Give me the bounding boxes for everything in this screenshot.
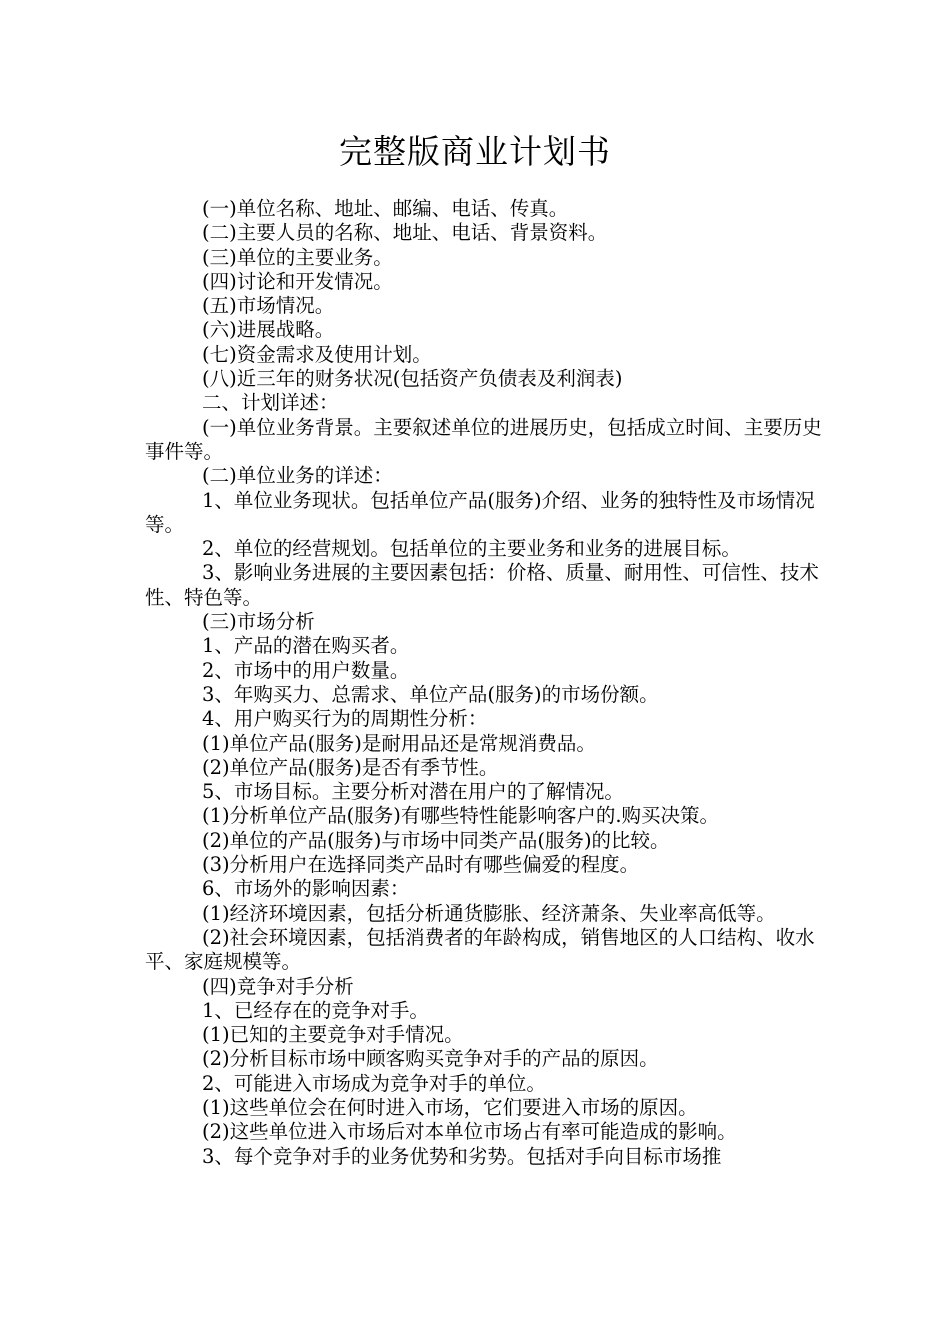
paragraph: 1、产品的潜在购买者。	[202, 634, 410, 658]
paragraph: (2)社会环境因素，包括消费者的年龄构成，销售地区的人口结构、收水平、家庭规模等。	[145, 925, 815, 974]
paragraph: (七)资金需求及使用计划。	[202, 342, 432, 366]
paragraph: (2)单位产品(服务)是否有季节性。	[202, 755, 499, 779]
paragraph: 2、可能进入市场成为竞争对手的单位。	[202, 1071, 546, 1095]
paragraph: 3、每个竞争对手的业务优势和劣势。包括对手向目标市场推	[202, 1144, 722, 1168]
paragraph: (四)讨论和开发情况。	[202, 269, 393, 293]
paragraph: (四)竞争对手分析	[202, 974, 354, 998]
paragraph: 4、用户购买行为的周期性分析：	[202, 707, 488, 731]
paragraph: (一)单位业务背景。主要叙述单位的进展历史，包括成立时间、主要历史事件等。	[145, 415, 822, 463]
paragraph: 6、市场外的影响因素：	[202, 877, 410, 901]
paragraph: (六)进展战略。	[202, 318, 335, 342]
paragraph: 5、市场目标。主要分析对潜在用户的了解情况。	[202, 780, 624, 804]
paragraph: (2)分析目标市场中顾客购买竞争对手的产品的原因。	[202, 1047, 659, 1071]
paragraph: (1)这些单位会在何时进入市场，它们要进入市场的原因。	[202, 1095, 698, 1119]
page-title: 完整版商业计划书	[339, 132, 611, 171]
paragraph: (2)这些单位进入市场后对本单位市场占有率可能造成的影响。	[202, 1120, 737, 1144]
paragraph: (三)单位的主要业务。	[202, 245, 393, 269]
paragraph: (三)市场分析	[202, 610, 315, 634]
document-body	[145, 197, 825, 1169]
paragraph: (八)近三年的财务状况(包括资产负债表及利润表)	[202, 367, 623, 391]
paragraph: (一)单位名称、地址、邮编、电话、传真。	[202, 197, 569, 220]
paragraph: 二、计划详述：	[202, 391, 339, 415]
paragraph: (3)分析用户在选择同类产品时有哪些偏爱的程度。	[202, 853, 640, 877]
paragraph: (1)分析单位产品(服务)有哪些特性能影响客户的.购买决策。	[202, 804, 720, 828]
paragraph: (二)主要人员的名称、地址、电话、背景资料。	[202, 221, 608, 245]
paragraph: 3、年购买力、总需求、单位产品(服务)的市场份额。	[202, 682, 659, 706]
paragraph: 1、单位业务现状。包括单位产品(服务)介绍、业务的独特性及市场情况等。	[145, 488, 815, 536]
paragraph: (2)单位的产品(服务)与市场中同类产品(服务)的比较。	[202, 828, 670, 852]
paragraph: (1)单位产品(服务)是耐用品还是常规消费品。	[202, 731, 596, 755]
paragraph: 2、市场中的用户数量。	[202, 658, 410, 682]
paragraph: (1)已知的主要竞争对手情况。	[202, 1023, 464, 1047]
paragraph: 3、影响业务进展的主要因素包括：价格、质量、耐用性、可信性、技术性、特色等。	[145, 561, 819, 609]
paragraph: (1)经济环境因素，包括分析通货膨胀、经济萧条、失业率高低等。	[202, 901, 776, 925]
paragraph: 2、单位的经营规划。包括单位的主要业务和业务的进展目标。	[202, 537, 741, 561]
paragraph: (二)单位业务的详述：	[202, 464, 393, 488]
paragraph: (五)市场情况。	[202, 294, 335, 318]
paragraph: 1、已经存在的竞争对手。	[202, 998, 429, 1022]
